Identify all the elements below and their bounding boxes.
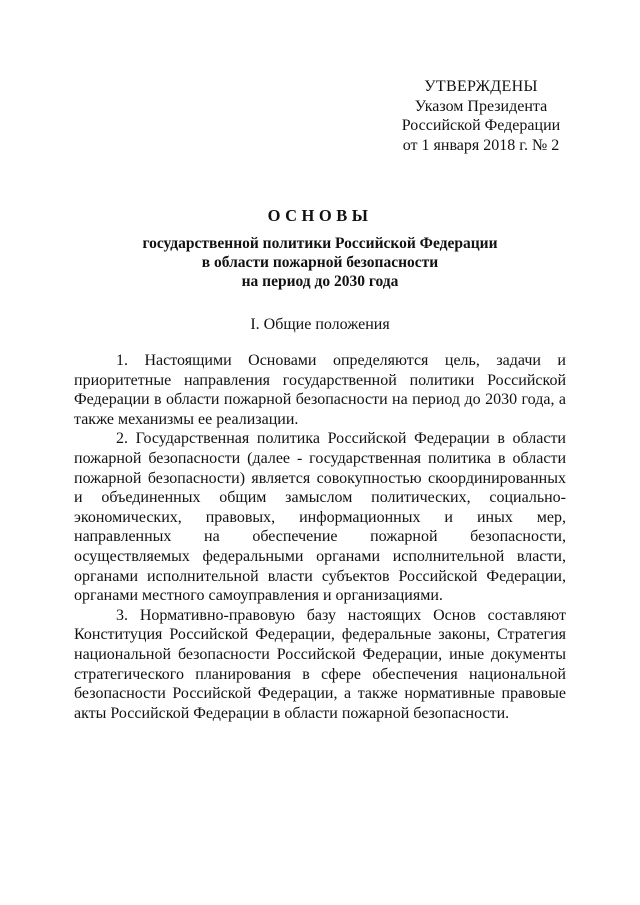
document-title: ОСНОВЫ	[267, 206, 373, 225]
paragraph-2: 2. Государственная политика Российской Федерации в области пожарной безопасности (далее - государственная политика в области пожарной безопасности) является совокупностью скоординированных и объединенных общим замыслом политических, социально-экономических, правовых, информационных и иных мер, направленных на обеспечение пожарной безопасности, осуществляемых федеральными органами исполнительной власти, органами исполнительной власти субъектов Российской Федерации, органами местного самоуправления и организациями.	[74, 430, 566, 605]
approval-title: УТВЕРЖДЕНЫ	[424, 78, 538, 95]
subtitle-line-2: в области пожарной безопасности	[201, 254, 439, 271]
paragraph-3: 3. Нормативно-правовую базу настоящих Основ составляют Конституция Российской Федерации, федеральные законы, Стратегия национальной безопасности Российской Федерации, иные документы стратегического планирования в сфере обеспечения национальной безопасности Российской Федерации, а также нормативные правовые акты Российской Федерации в области пожарной безопасности.	[74, 606, 566, 722]
subtitle-line-3: на период до 2030 года	[241, 273, 399, 290]
approval-decree-line: Указом Президента	[414, 97, 548, 115]
paragraph-1: 1. Настоящими Основами определяются цель, задачи и приоритетные направления государственной политики Российской Федерации в области пожарной безопасности на период до 2030 года, а также механизмы ее реализации.	[74, 352, 566, 428]
section-heading: I. Общие положения	[250, 316, 390, 333]
approval-date-line: от 1 января 2018 г. № 2	[402, 136, 560, 154]
approval-country-line: Российской Федерации	[401, 117, 561, 134]
subtitle-line-1: государственной политики Российской Федерации	[142, 235, 498, 252]
document-body	[74, 351, 566, 723]
document-subtitle	[74, 234, 566, 291]
approval-stamp	[396, 77, 566, 155]
